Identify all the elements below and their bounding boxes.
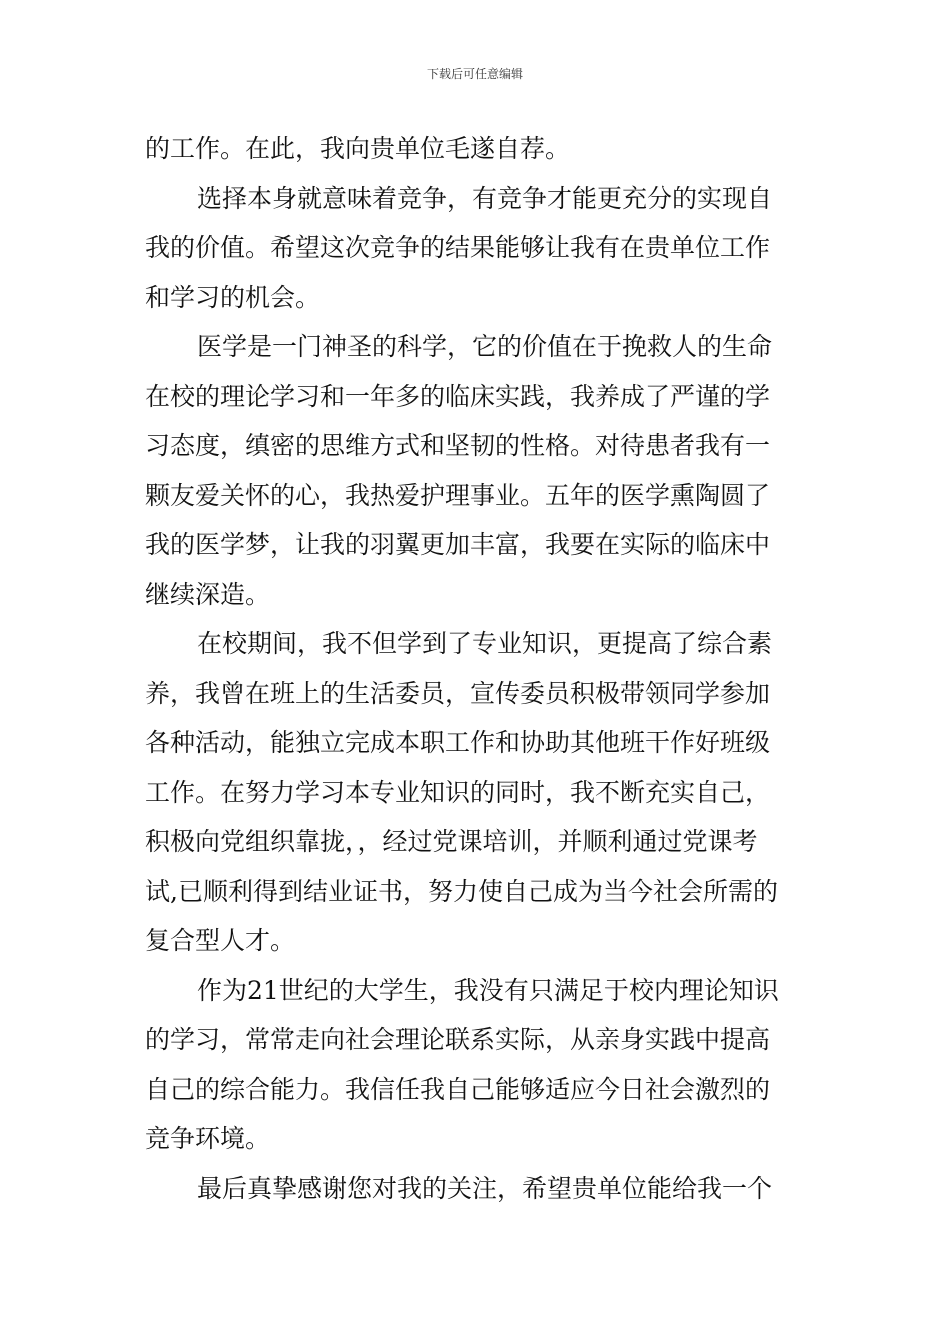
text-line: 选择本身就意味着竞争，有竞争才能更充分的实现自 xyxy=(197,183,773,213)
text-line: 颗友爱关怀的心，我热爱护理事业。五年的医学熏陶圆了 xyxy=(145,480,771,510)
text-line: 竞争环境。 xyxy=(145,1124,271,1153)
text-line: 我的医学梦，让我的羽翼更加丰富，我要在实际的临床中 xyxy=(145,530,771,559)
text-line: 习态度，缜密的思维方式和坚韧的性格。对待患者我有一 xyxy=(145,431,771,460)
text-line: 和学习的机会。 xyxy=(145,282,321,312)
page-header-note: 下载后可任意编辑 xyxy=(426,67,523,81)
text-line: 最后真挚感谢您对我的关注，希望贵单位能给我一个 xyxy=(197,1173,773,1203)
text-line: 继续深造。 xyxy=(145,579,271,609)
text-line: 各种活动，能独立完成本职工作和协助其他班干作好班级 xyxy=(145,728,771,757)
text-line: 养，我曾在班上的生活委员，宣传委员积极带领同学参加 xyxy=(145,678,771,708)
text-line: 作为21世纪的大学生，我没有只满足于校内理论知识 xyxy=(197,975,779,1005)
text-line: 积极向党组织靠拢，，经过党课培训，并顺利通过党课考 xyxy=(145,827,758,856)
text-line: 的工作。在此，我向贵单位毛遂自荐。 xyxy=(145,134,571,163)
text-line: 在校期间，我不但学到了专业知识，更提高了综合素 xyxy=(197,629,773,658)
text-line: 医学是一门神圣的科学，它的价值在于挽救人的生命 xyxy=(197,332,773,361)
text-line: 的学习，常常走向社会理论联系实际，从亲身实践中提高 xyxy=(145,1025,771,1054)
document-body xyxy=(145,124,807,1213)
text-line: 复合型人才。 xyxy=(145,926,296,955)
text-line: 工作。在努力学习本专业知识的同时，我不断充实自己， xyxy=(145,777,771,807)
text-line: 我的价值。希望这次竞争的结果能够让我有在贵单位工作 xyxy=(145,233,771,262)
text-line: 自己的综合能力。我信任我自己能够适应今日社会激烈的 xyxy=(145,1074,771,1104)
text-line: 试,已顺利得到结业证书，努力使自己成为当今社会所需的 xyxy=(145,876,778,906)
text-line: 在校的理论学习和一年多的临床实践，我养成了严谨的学 xyxy=(145,381,771,411)
